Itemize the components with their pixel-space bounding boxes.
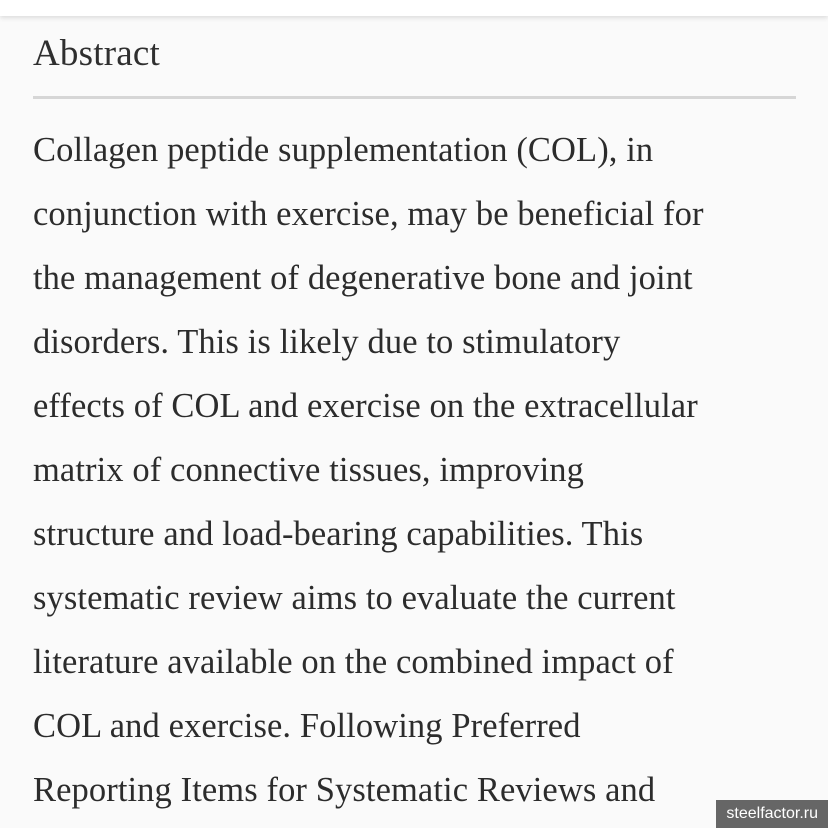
top-bar bbox=[0, 0, 828, 16]
section-heading: Abstract bbox=[33, 33, 160, 74]
abstract-line: disorders. This is likely due to stimulatory bbox=[33, 323, 621, 361]
abstract-text bbox=[33, 118, 796, 822]
watermark-label: steelfactor.ru bbox=[716, 800, 828, 828]
abstract-line: systematic review aims to evaluate the current bbox=[33, 579, 676, 617]
abstract-section bbox=[33, 16, 796, 822]
abstract-line: effects of COL and exercise on the extracellular bbox=[33, 387, 698, 425]
abstract-line: Reporting Items for Systematic Reviews and bbox=[33, 771, 656, 809]
abstract-line: matrix of connective tissues, improving bbox=[33, 451, 584, 489]
abstract-line: COL and exercise. Following Preferred bbox=[33, 707, 581, 745]
abstract-line: the management of degenerative bone and joint bbox=[33, 259, 693, 297]
abstract-line: conjunction with exercise, may be beneficial for bbox=[33, 195, 704, 233]
abstract-line: structure and load-bearing capabilities. This bbox=[33, 515, 644, 553]
heading-divider bbox=[33, 96, 796, 99]
abstract-line: literature available on the combined impact of bbox=[33, 643, 674, 681]
abstract-line: Collagen peptide supplementation (COL), in bbox=[33, 131, 654, 169]
